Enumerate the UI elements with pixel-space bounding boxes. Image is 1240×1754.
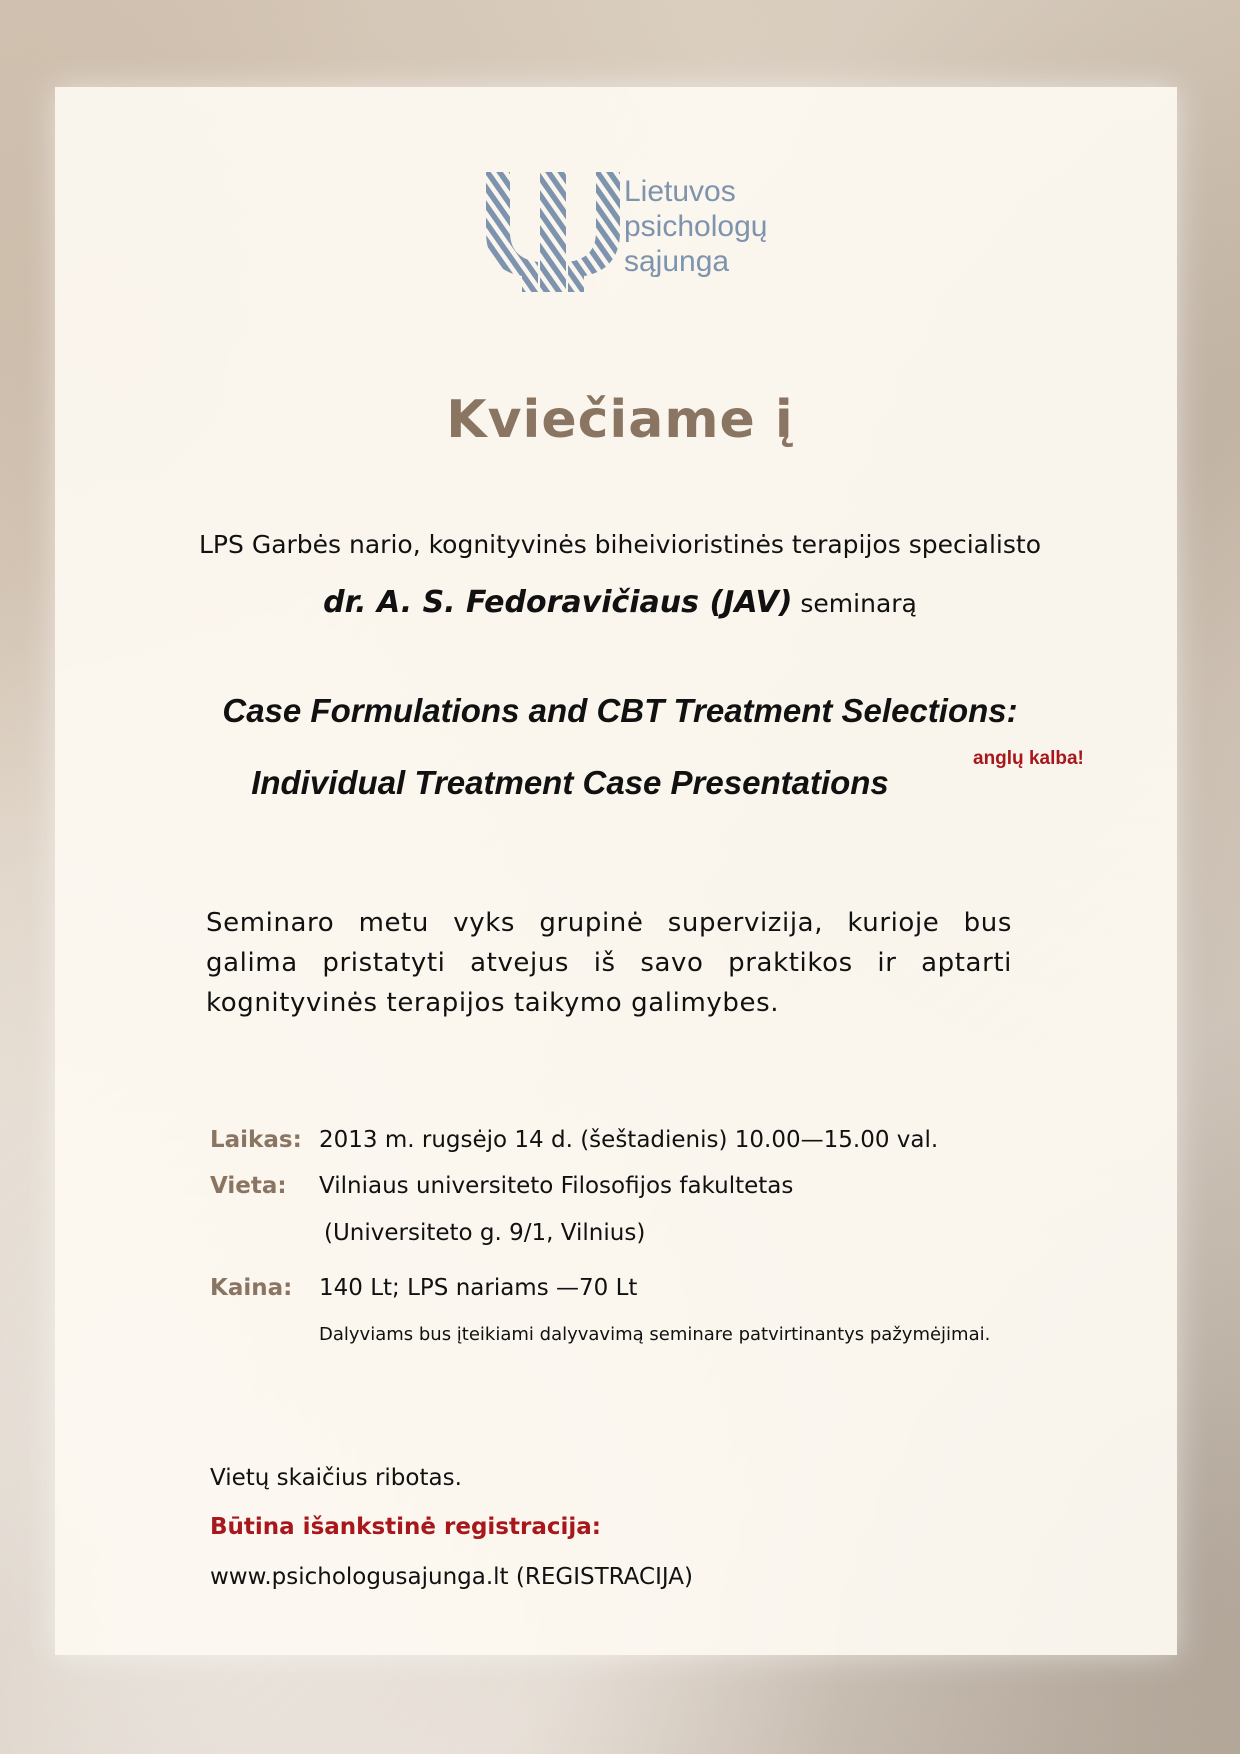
limited-seats-note: Vietų skaičius ribotas.	[210, 1465, 462, 1491]
speaker-intro: LPS Garbės nario, kognityvinės biheivioristinės terapijos specialisto	[199, 530, 1041, 559]
registration-website-link[interactable]: www.psichologusajunga.lt (REGISTRACIJA)	[210, 1564, 693, 1590]
price-value: 140 Lt; LPS nariams —70 Lt	[319, 1275, 638, 1301]
price-label: Kaina:	[210, 1275, 293, 1301]
registration-required: Būtina išankstinė registracija:	[210, 1514, 601, 1540]
place-label: Vieta:	[210, 1173, 287, 1199]
place-address: (Universiteto g. 9/1, Vilnius)	[324, 1220, 646, 1246]
time-value: 2013 m. rugsėjo 14 d. (šeštadienis) 10.00—15.00 val.	[319, 1127, 939, 1153]
speaker-line	[0, 585, 1240, 620]
poster-panel	[55, 87, 1177, 1655]
place-value: Vilniaus universiteto Filosofijos fakultetas	[319, 1173, 794, 1199]
invitation-title: Kviečiame į	[446, 390, 794, 450]
speaker-suffix: seminarą	[800, 589, 917, 618]
logo-line-3: sąjunga	[624, 245, 730, 278]
seminar-description: Seminaro metu vyks grupinė supervizija, kurioje bus galima pristatyti atvejus iš savo praktikos ir aptarti kognityvinės terapijos taikymo galimybes.	[206, 908, 1012, 1018]
logo-wordmark	[624, 174, 767, 279]
language-note: anglų kalba!	[973, 748, 1084, 769]
seminar-topic-line-1: Case Formulations and CBT Treatment Selections:	[222, 692, 1018, 729]
seminar-topic-line-2: Individual Treatment Case Presentations	[251, 764, 889, 801]
certificate-note: Dalyviams bus įteikiami dalyvavimą seminare patvirtinantys pažymėjimai.	[319, 1324, 991, 1345]
logo-line-1: Lietuvos	[624, 175, 736, 208]
psi-logo-icon	[484, 172, 622, 292]
time-label: Laikas:	[210, 1127, 302, 1153]
organization-logo	[484, 172, 784, 292]
speaker-name: dr. A. S. Fedoravičiaus (JAV)	[323, 585, 793, 620]
logo-line-2: psichologų	[624, 210, 768, 243]
